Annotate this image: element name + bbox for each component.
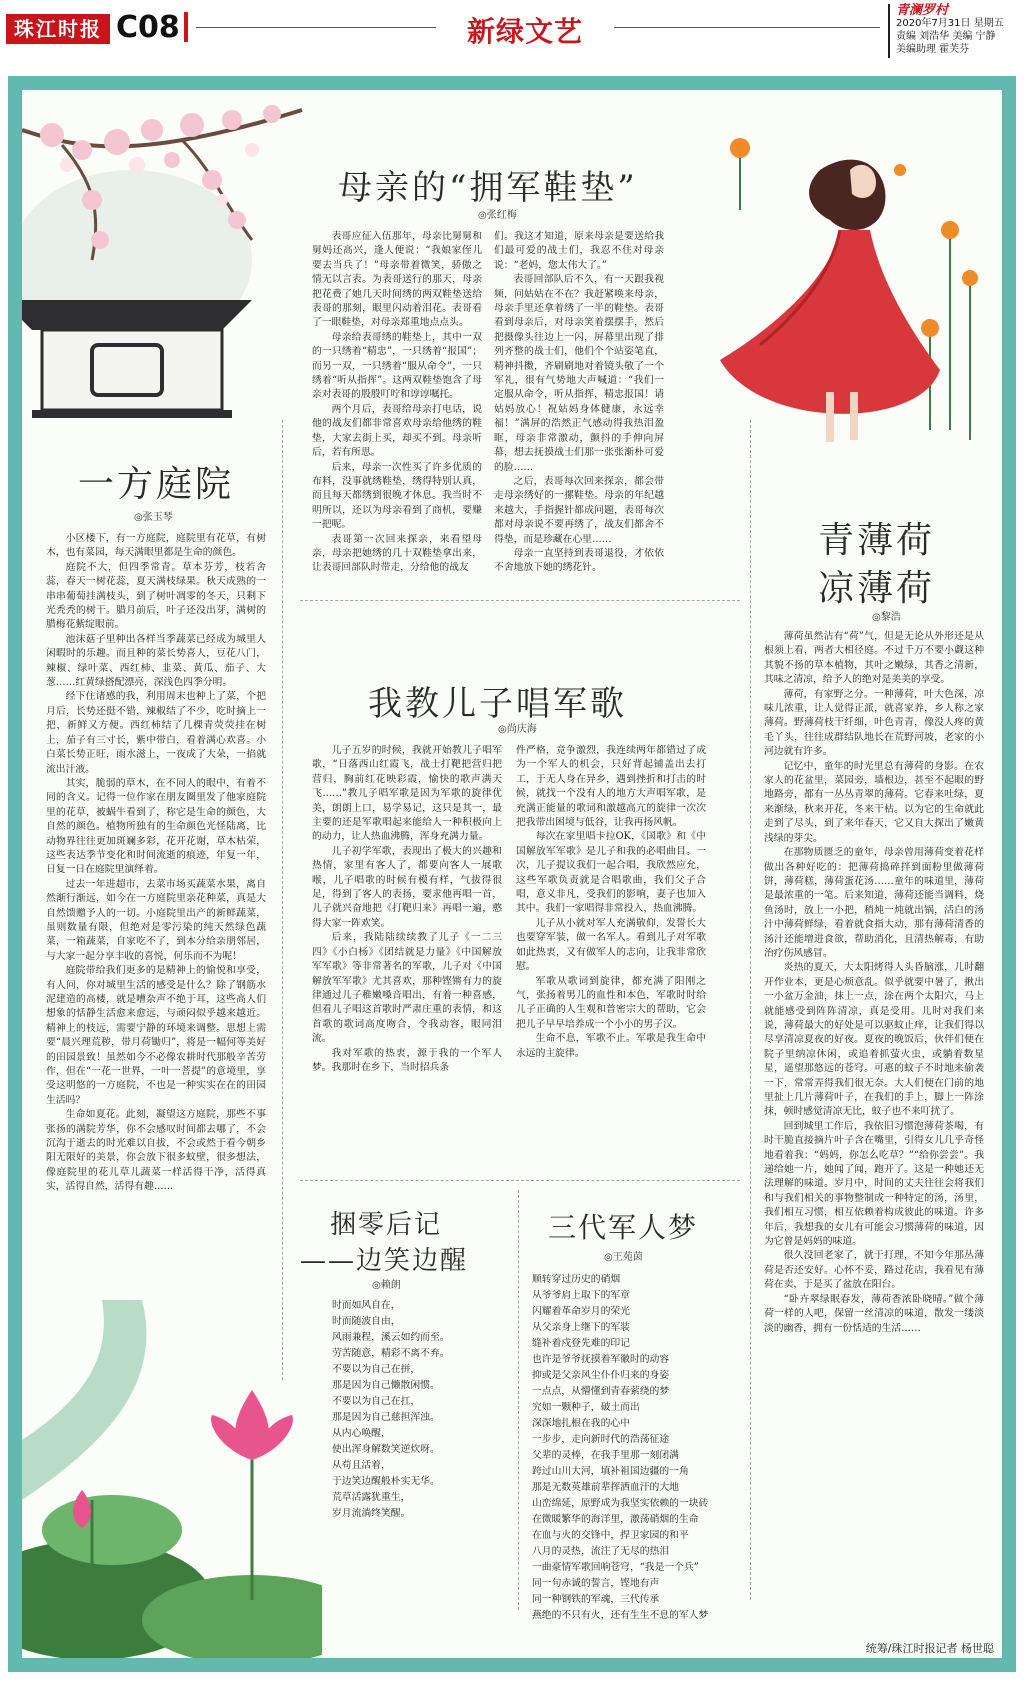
brand-label: 青澜罗村 [896, 3, 949, 18]
paragraph: 儿子初学军歌，表现出了极大的兴趣和热情，家里有客人了，都要向客人一展歌喉，儿子唱歌的时候有模有样，气拔得很足，得到了客人的表扬，要求他再唱一首，儿子就兴奋地把《打靶归来》再唱一遍，憨得大家一阵欢笑。 [312, 845, 502, 929]
header-rule-right [614, 27, 880, 28]
editors-line-1: 责编 刘浩华 美编 宁静 [896, 31, 996, 42]
section-divider [300, 1180, 740, 1181]
poem-line: 风雨兼程，溪云如约而至。 [332, 1332, 450, 1343]
paragraph: 薄荷虽然沾有“荷”气，但是无论从外形还是从根须上看，两者大相径庭。不过千万不要小觑这种其貌不扬的草本植物，其叶之嫩绿，其香之清新，其味之清凉，给予人的绝对是美美的享受。 [764, 631, 984, 686]
poem-line: 从苟且活着， [332, 1460, 391, 1471]
paragraph: 儿子从小就对军人充满敬仰，发誓长大也要穿军装，做一名军人。看到儿子对军歌如此热衷，又有做军人的志向，让我非常欣慰。 [516, 917, 706, 973]
paragraph: 很久没回老家了，就于打理，不知今年那丛薄荷是否还安好。心怀不妥，路过花店，我看见有薄荷在卖，于是买了盆放在阳台。 [764, 1250, 984, 1291]
article-title-army-songs: 我教儿子唱军歌 [368, 684, 627, 724]
poem-title-three-generations: 三代军人梦 [548, 1211, 699, 1244]
issue-date: 2020年7月31日 星期五 [896, 18, 1004, 29]
newspaper-logo: 珠江时报 [6, 14, 110, 44]
paragraph: 军歌从歌词到旋律，都充满了阳刚之气，张扬着男儿的血性和本色，军歌时时给儿子正确的人生观和普密宗大的帮助，它会把儿子早早培养成一个小小的男子汉。 [516, 975, 706, 1030]
paragraph: 两个月后，表哥给母亲打电话，说他的战友们都非常喜欢母亲给他绣的鞋垫，大家去街上买，却买不到。母亲听后，若有所思。 [312, 403, 482, 459]
paragraph: 件严格，竞争激烈，我连续两年都错过了成为一个军人的机会，只好背起铺盖出去打工，于无人身在异乡，遇到挫折和打击的时候，就找一个没有人的地方大声唱军歌，是充满正能量的歌词和激越高亢的旋律一次次把我带出困境与低谷，让我再扬风帆。 [516, 745, 706, 829]
article-title-mothers-insoles: 母亲的“拥军鞋垫” [338, 168, 638, 208]
poem-line: 深深地扎根在我的心中 [532, 1418, 630, 1429]
poem-line: 缝补着戍登先难的印记 [532, 1338, 630, 1349]
poem-line: 时而随波自由， [332, 1316, 401, 1327]
poem-line: 从爷爷肩上取下的军章 [532, 1290, 630, 1301]
paragraph: 炎热的夏天，大太阳烤得人头昏脑涨，儿时翻开作业本，更是心烦意乱。似乎就要中暑了，揪出一小盆万金油，抹上一点，涂在两个太阳穴，马上就能感受到阵阵清凉，真是受用。儿时对我们来说，薄荷最大的好处是可以驱蚊止痒，让我们得以尽享清凉夏夜的好夜。夏夜的晚饭后，伙伴们便在院子里纳凉休闲，或追着抓萤火虫，或躺着数星星，遥望那悠远的苍穹。可惠的蚊子不时地来偷袭一下，常常弄得我们很无奈。大人们便在门前的地里扯上几片薄荷叶子，在我们的手上，脚上一阵涂抹，顿时感觉清凉无比，蚊子也不来叮扰了。 [764, 962, 984, 1118]
poem-line: 抑或是父亲风尘仆仆归来的身姿 [532, 1370, 670, 1381]
paragraph: 我对军歌的热衷，源于我的一个军人梦。我那时在乡下，当时招兵条 [312, 1047, 502, 1073]
paragraph: 母亲给表哥绣的鞋垫上，其中一双的一只绣着“精忠”，一只绣着“报国”；而另一双，一只绣着“服从命令”，一只绣着“听从指挥”。这两双鞋垫饱含了母亲对表哥的殷殷叮咛和谆谆嘱托。 [312, 331, 482, 401]
editors-line-2: 美编助理 霍芙芬 [896, 44, 970, 55]
page-number: C08 [116, 10, 180, 45]
author-mothers-insoles: ◎张红梅 [478, 210, 517, 221]
paragraph: 儿子五岁的时候，我就开始教儿子唱军歌，“日落西山红霞飞，战士打靶把营归把营归，胸前红花映彩霞，愉快的歌声满天飞……”教儿子唱军歌是因为军歌的旋律优美，朗朗上口，易学易记，这只是其一，最主要的还是军歌唱起来能给人一种积极向上的动力，让人热血沸腾，浑身充满力量。 [312, 745, 502, 843]
poem-line: 那是因为自己慈担浑浊。 [332, 1412, 440, 1423]
column-divider [282, 420, 283, 1380]
poem-line: 岁月流淌终笑醒。 [332, 1508, 411, 1519]
paragraph: 们。我这才知道，原来母亲是要送给我们最可爱的战士们，我忍不住对母亲说：“老妈，您太伟大了。” [494, 231, 664, 271]
paragraph: 经下住诸感的我，利用周末也种上了菜，个把月后，长势还挺不错，辣椒结了不少，吃时摘上一把，新鲜又方便。西红柿结了几棵青荧荧挂在树上，茄子有三寸长，紫中带白，看着满心欢喜。小白菜长势正旺，雨水滋上，一夜成了大朵，一掐就流出汁液。 [46, 691, 266, 775]
paragraph: 后来，我陆陆续续教了儿子《一二三四》《小白杨》《团结就是力量》《中国解放军军歌》等非常著名的军歌，儿子对《中国解放军军歌》尤其喜欢，那种铿锵有力的旋律通过儿子稚嫩嗓音唱出，有着一种喜感，但看儿子唱这首歌时严肃庄重的表情，和这首歌的歌词高度吻合，令我动容，眼同泪流。 [312, 932, 502, 1045]
editor-box [888, 4, 1024, 58]
paragraph: 记忆中，童年的时光里总有薄荷的身影。在农家人的花盆里，菜园旁，墙根边，甚至不起眼的野地路旁，都有一丛丛青翠的薄荷。它春来吐绿，夏来渐绿，秋来开花，冬来干枯。以为它的生命就此走到了尽头，到了来年春天，它又自大探出了嫩黄浅绿的芽尖。 [764, 760, 984, 844]
girl-red-dress-illustration [700, 130, 1000, 460]
author-mint: ◎黎浩 [872, 612, 901, 623]
paragraph: 其实，脆弱的草木，在不同人的眼中，有着不同的含义。记得一位作家在朋友圈里发了他家庭院里的花草，被蜗牛看到了，称它是生命的颜色，大自然的颜色。植物所独有的生命颜色光怪陆离，比动物界往往更加斑斓多彩，花开花谢，草木枯荣，这些表达季节变化和时间流逝的痕迹，年复一年，日复一日在庭院里演绎着。 [46, 777, 266, 876]
poem-line: 一步步，走向新时代的浩荡征途 [532, 1434, 670, 1445]
paragraph: 每次在家里唱卡拉OK，《国歌》和《中国解放军军歌》是儿子和我的必唱曲目。一次，儿子提议我们一起合唱，我欣然应允，这些军歌负责就是合唱歌曲，我们父子合唱，意义非凡，受我们的影响，妻子也加入其中。我们一家唱得非常投入，热血沸腾。 [516, 831, 706, 915]
poem-line: 不要以为自己在扛， [332, 1396, 421, 1407]
poem-line: 在血与火的交锋中，捍卫家园的和平 [532, 1530, 689, 1541]
paragraph: 过去一年进超市，去菜市场买蔬菜水果，离自然渐行渐远，如今在一方庭院里亲花种菜，真是大自然馈赠予人的一切。小庭院里出产的新鲜蔬菜，虽则数量有限，但绝对是零污染的纯天然绿色蔬菜，一箱蔬菜，自家吃不了，到本分给亲朋邻居，与大家一起分享丰收的喜悦，何乐而不为呢！ [46, 878, 266, 962]
paragraph: 池沫菇子里种出各样当季蔬菜已经成为城里人闲暇时的乐趣。而且种的菜长势喜人，豆花八门，辣椒、绿叶菜、西红柿、韭菜、黄瓜、茄子、大葱……红黄绿搭配漂亮，深浅色四季分明。 [46, 633, 266, 689]
poem-line: 一点点，从懵懂到青春萦绕的梦 [532, 1386, 670, 1397]
section-divider [300, 600, 740, 601]
poem-line: 时而如风自在， [332, 1300, 401, 1311]
paragraph: 庭院带给我们更多的是精神上的愉悦和享受，有人问，你对城里生活的感受是什么？除了钢筋水泥建造的高楼，就是嘈杂声不绝于耳，这些高人们想象的恬静生活愈来愈远，与顽闷似乎越来越近。精神上的枝远，需要宁静的环境来调整。思想上需要“晨兴理荒秽，带月荷锄归”，将是一幅何等美好的田园景致！虽然如今不必像农耕时代那般辛苦劳作，但在“一花一世界，一叶一菩提”的意境里，享受这明悠的一方庭院，不也是一种实实在在的田园生活吗？ [46, 965, 266, 1106]
poem-line: 同一种钢铁的军魂，三代传承 [532, 1594, 660, 1605]
poem-line: 究如一颗种子，破土而出 [532, 1402, 640, 1413]
header-red-bar [184, 12, 188, 42]
page-credit: 统筹/珠江时报记者 杨世聪 [865, 1642, 994, 1655]
column-divider [750, 420, 751, 1600]
poem-line: 那是无数英雄前辈挥洒血汗的大地 [532, 1482, 679, 1493]
poem-line: 燕绝的不只有火，还有生生不息的军人梦 [532, 1610, 709, 1621]
poem-line: 不要以为自己在拼， [332, 1364, 421, 1375]
paragraph: 在那物质匮乏的童年，母亲曾用薄荷变着花样做出各种好吃的：把薄荷捣碎拌到面粉里做薄荷饼，薄荷糕，薄荷蛋花汤……童年的味道里，薄荷是最浓重的一笔。后来知道，薄荷还能当调料，烧鱼汤时，放上一小把，稍炖一炖就出锅，活白的汤汁中薄荷鲜绿，看着就食指大动，那有薄荷清香的汤汁还能增进食欲，帮助消化，且清热解毒，有助治疗伤风感冒。 [764, 847, 984, 959]
paragraph: 庭院不大，但四季常青。草本芬芳，枝若舍蕊，春天一树花蕊，夏天满枝绿果。秋天成熟的一串串葡萄挂满枝头，到了树叶凋零的冬天，只剩下光秃秃的树干。腊月前后，叶子还没出芽，满树的腊梅花紫绽眼前。 [46, 561, 266, 631]
column-divider [518, 1190, 519, 1610]
article-body-mothers-insoles-col1 [312, 230, 482, 586]
author-poem-smile: ◎赖朗 [372, 1280, 401, 1291]
paragraph: 薄荷，有家野之分。一种薄荷，叶大色深，凉味儿浓重，让人觉得正派，就喜家养，乡人称之家薄荷。野薄荷枝干纤细，叶色青青，像没人疼的黄毛丫头，往往成群结队地长在荒野河坡，老家的小河边就有许多。 [764, 688, 984, 758]
poem-line: 荒草活露犹重生， [332, 1492, 411, 1503]
article-body-mothers-insoles-col2 [494, 230, 664, 586]
article-body-army-songs-col1 [312, 744, 502, 1154]
paragraph: “卧卉翠绿眠春发，薄荷香浓卧晓晴。”做个薄荷一样的人吧，保留一丝清凉的味道，散发一缕淡淡的幽香，拥有一份恬适的生活…… [764, 1293, 984, 1334]
page-header [0, 0, 1024, 62]
poem-line: 八月的灵热，流注了无尽的热泪 [532, 1546, 670, 1557]
blossom-pavilion-illustration [22, 90, 322, 450]
paragraph: 生命如夏花。此刻，凝望这方庭院，那些不事张扬的满院芳华，你不会感叹时间都去哪了，不会沉沟于逝去的时光难以自拔，不会或然于看今朝乡阳无限好的美景，你会放下很多蚊壁，很多想法，像庭院里的花儿草儿蔬菜一样活得干净，活得真实，活得自然，活得有趣…… [46, 1109, 266, 1193]
poem-title-line1: 捆零后记 [330, 1210, 443, 1240]
paragraph: 之后，表哥每次回来探亲，都会带走母亲绣好的一摞鞋垫。母亲的年纪越来越大，手指握针都成问题，表哥每次都对母亲说不要再绣了，战友们都舍不得垫，而是珍藏在心里…… [494, 475, 664, 545]
poem-line: 顺转穿过历史的硝烟 [532, 1274, 621, 1285]
paragraph: 后来，母亲一次性买了许多优质的布料，没事就绣鞋垫，绣得特别认真，而且每天都绣到很晚才休息。我当时不明所以，还以为母亲看到了商机，要赚一把呢。 [312, 461, 482, 531]
paragraph: 母亲一直坚持到表哥退役，才依依不舍地放下她的绣花针。 [494, 547, 664, 574]
paragraph: 表哥第一次回来探亲，来看望母亲，母亲把她绣的几十双鞋垫拿出来，让表哥回部队时带走，分给他的战友 [312, 533, 482, 574]
paragraph: 表哥回部队后不久，有一天跟我视频，问姑姑在不在？我赶紧唤来母亲，母亲手里还拿着绣了一半的鞋垫。表哥看到母亲后，对母亲笑着摆摆手，然后把摄像头往边上一闪，屏幕里出现了排列齐整的战士们，他们个个站姿笔直，精神抖擞，齐刷刷地对着镜头敬了一个军礼，很有气势地大声喊道：“我们一定服从命令，听从指挥，精忠报国！请姑妈放心！祝姑妈身体健康，永远幸福！”满屏的浩然正气感动得我热泪盈眶，母亲非常激动，颤抖的手伸向屏幕，想去抚摸战士们那一张张渐朴可爱的脸…… [494, 274, 664, 473]
article-title-mint-line2: 凉薄荷 [818, 568, 936, 609]
poem-body-smile [332, 1298, 512, 1538]
author-army-songs: ◎尚庆海 [498, 724, 537, 735]
poem-line: 父辈的灵棒，在我手里那一刻闭满 [532, 1450, 679, 1461]
poem-line: 在微暖繁华的海洋里，激荡硝烟的生命 [532, 1514, 699, 1525]
article-body-courtyard [46, 532, 266, 1382]
poem-line: 跨过山川大河，填补祖国边疆的一角 [532, 1466, 689, 1477]
poem-body-three-generations [532, 1272, 744, 1632]
poem-line: 使出浑身解数笑逆炊呀。 [332, 1444, 440, 1455]
poem-line: 从内心唤醒， [332, 1428, 391, 1439]
poem-line: 劳苦随意，精彩不离不弃。 [332, 1348, 450, 1359]
poem-line: 从父亲身上继下的军装 [532, 1322, 630, 1333]
poem-line: 同一句赤诚的誓言，铿地有声 [532, 1578, 660, 1589]
section-title: 新绿文艺 [466, 15, 583, 48]
poem-line: 于边笑边醒般朴实无华。 [332, 1476, 440, 1487]
poem-line: 一曲豪情军歌回响苍穹，“我是一个兵” [532, 1562, 699, 1573]
article-title-mint-line1: 青薄荷 [818, 520, 936, 561]
poem-line: 闪耀着革命岁月的荣光 [532, 1306, 630, 1317]
paragraph: 回到城里工作后，我依旧习惯泡薄荷茶喝，有时干脆直接摘片叶子含在嘴里，引得女儿几乎奇怪地看着我：“妈妈，你怎么吃草？”“给你尝尝”。我递给她一片，她闻了闻，跑开了。这是一种她还无法理解的味道。岁月中，时间的丈夫往往会将我们和与我们相关的事物整制成一种特定的汤，汤里，我们相互习惯，相互依赖着构成彼此的味道。许多年后，我想我的女儿有可能会习惯薄荷的味道，因为它曾是妈妈的味道。 [764, 1120, 984, 1248]
author-three-generations: ◎王苑茵 [604, 1252, 643, 1263]
header-rule-left [196, 27, 436, 28]
article-body-army-songs-col2 [516, 744, 706, 1154]
poem-title-line2: ——边笑边醒 [300, 1246, 469, 1276]
article-title-courtyard: 一方庭院 [78, 464, 235, 505]
poem-line: 那是因为自己懒散闲惯。 [332, 1380, 440, 1391]
poem-line: 也许是爷爷抚摸着军徽时的动容 [532, 1354, 670, 1365]
article-body-mint [764, 630, 984, 1630]
paragraph: 表哥应征入伍那年，母亲比舅舅和舅妈还高兴，逢人便说：“我娘家侄儿要去当兵了！”母亲带着微笑，骄傲之情无以言表。为表哥送行的那天，母亲把花费了她几天时间绣的两双鞋垫送给表哥的那刻，眼里闪动着泪花。表哥看了一眼鞋垫，对母亲郑重地点点头。 [312, 231, 482, 329]
paragraph: 生命不息，军歌不止。军歌是我生命中永远的主旋律。 [516, 1033, 706, 1059]
poem-line: 山峦绵延，原野成为我坚实依赖的一块砖 [532, 1498, 709, 1509]
author-courtyard: ◎张玉琴 [134, 512, 173, 523]
paragraph: 小区楼下，有一方庭院，庭院里有花草，有树木，也有菜园，每天满眼里都是生命的颜色。 [46, 533, 266, 559]
